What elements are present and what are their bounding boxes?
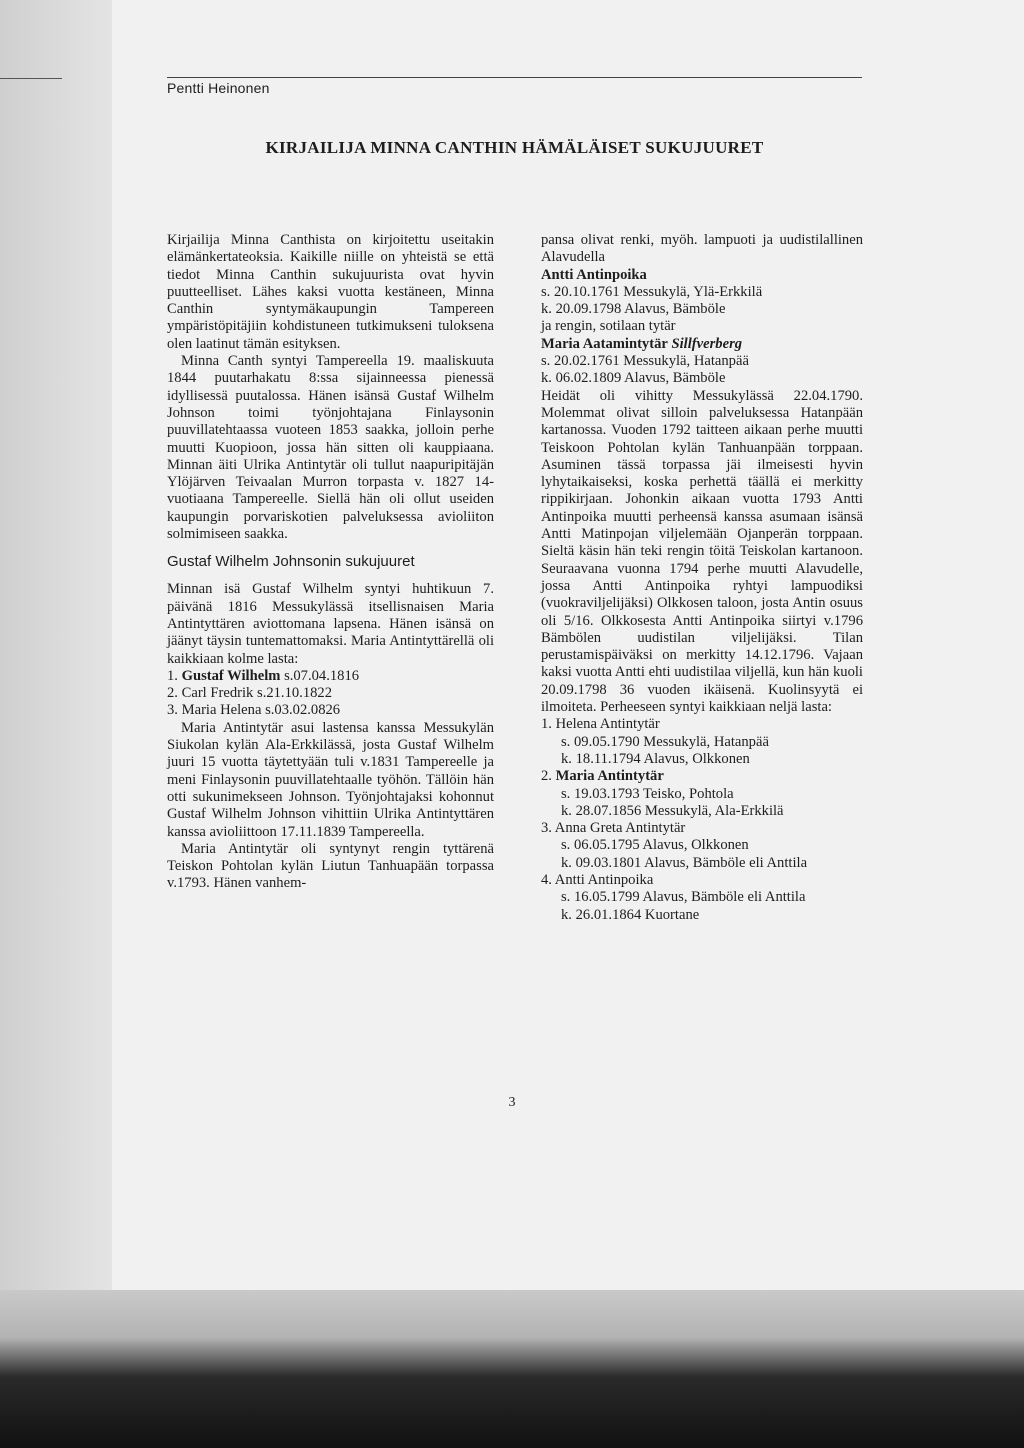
child-birth-date: s.21.10.1822 xyxy=(257,685,333,702)
person-died: k. 20.09.1798 Alavus, Bämböle xyxy=(541,301,726,318)
list-number: 3. xyxy=(167,702,178,719)
list-item xyxy=(541,820,863,837)
article-title: KIRJAILIJA MINNA CANTHIN HÄMÄLÄISET SUKUJUURET xyxy=(265,138,764,157)
child-died: k. 28.07.1856 Messukylä, Ala-Erkkilä xyxy=(561,802,784,819)
list-number: 1. xyxy=(167,667,178,684)
person-name: Maria Aatamintytär xyxy=(541,335,668,352)
person-alias: Sillfverberg xyxy=(671,335,743,352)
child-name: Maria Helena xyxy=(181,702,262,719)
child-name: Maria Antintytär xyxy=(555,768,664,785)
child-name: Helena Antintytär xyxy=(555,716,660,733)
page-number: 3 xyxy=(508,1095,516,1110)
list-item xyxy=(167,668,494,685)
paragraph-intro: Kirjailija Minna Canthista on kirjoitettu useitakin elämänkertateoksia. Kaikille niille on yhteistä se että tiedot Minna Canthin sukujuurista ovat hyvin puutteelliset. Lähes kaksi vuotta kestäneen, Minna Canthin syntymäkaupungin Tampereen ympäristöpitäjiin kohdistuneen tutkimukseni tuloksena olen laatinut tämän esityksen. xyxy=(167,232,494,352)
left-column xyxy=(167,232,494,893)
list-number: 1. xyxy=(541,716,552,733)
scan-shadow-left xyxy=(0,0,112,1448)
paragraph-birth: Minna Canth syntyi Tampereella 19. maaliskuuta 1844 puutarhakatu 8:ssa sijainneessa pienessä idyllisessä puutalossa. Hänen isänsä Gustaf Wilhelm Johnson toimi työnjohtajana Finlaysonin puuvillatehtaassa vuoteen 1853 saakka, jolloin perhe muutti Kuopioon, jossa hän sitten oli kauppiaana. Minnan äiti Ulrika Antintytär oli tullut naapuripitäjän Ylöjärven Teivaalan Murron torpasta v. 1827 14-vuotiaana Tampereelle. Siellä hän oli ollut useiden kaupungin porvariskotien palveluksessa avioliiton solmimiseen saakka. xyxy=(167,353,494,543)
paragraph-siukola: Maria Antintytär asui lastensa kanssa Messukylän Siukolan kylän Ala-Erkkilässä, josta Gustaf Wilhelm juuri 15 vuotta täytettyään tuli v.1831 Tampereelle ja meni Finlaysonin puuvillatehtaalle työhön. Tällöin hän otti sukunimekseen Johnson. Työnjohtajaksi kohonnut Gustaf Wilhelm Johnson vihittiin Ulrika Antintyttären kanssa avioliittoon 17.11.1839 Tampereella. xyxy=(167,719,494,840)
child-name: Gustaf Wilhelm xyxy=(181,667,281,684)
list-item xyxy=(541,768,863,785)
child-birth-date: s.03.02.0826 xyxy=(265,702,341,719)
paragraph-continuation: pansa olivat renki, myöh. lampuoti ja uudistilallinen Alavudella xyxy=(541,232,863,266)
paragraph-story: Heidät oli vihitty Messukylässä 22.04.1790. Molemmat olivat silloin palveluksessa Hatanpään kartanossa. Vuoden 1792 taitteen aikaan perhe muutti Teiskoon Pohtolan kylän Tanhuanpään torppaan. Asuminen tässä torpassa jäi ilmeisesti hyvin lyhytaikaiseksi, koska perhettä täällä ei merkitty rippikirjaan. Johonkin aikaan vuotta 1793 Antti Antinpoika muutti perheensä kanssa asumaan isänsä Antti Matinpojan viljelemään Ojanperän torppaan. Sieltä käsin hän teki rengin töitä Teiskolan kartanoon. Seuraavana vuonna 1794 perhe muutti Alavudelle, jossa Antti Antinpoika ryhtyi lampuodiksi (vuokraviljelijäksi) Olkkosen taloon, josta Antin osuus oli 5/16. Olkkosesta Antti Antinpoika siirtyi v.1796 Bämbölen uudistilan viljelijäksi. Tilan perustamispäiväksi on merkitty 14.12.1796. Vajaan kaksi vuotta Antti ehti uudistilaa viljellä, kun hän kuoli 20.09.1798 36 vuoden ikäisenä. Kuolinsyytä ei ilmoiteta. Perheeseen syntyi kaikkiaan neljä lasta: xyxy=(541,387,863,716)
person-born: s. 20.10.1761 Messukylä, Ylä-Erkkilä xyxy=(541,283,763,300)
list-number: 4. xyxy=(541,871,552,888)
person-relation: ja rengin, sotilaan tytär xyxy=(541,318,676,335)
right-column xyxy=(541,232,863,924)
scan-bottom-edge xyxy=(0,1290,1024,1448)
running-header-author: Pentti Heinonen xyxy=(167,80,270,96)
child-birth-date: s.07.04.1816 xyxy=(284,667,360,684)
child-born: s. 06.05.1795 Alavus, Olkkonen xyxy=(561,837,749,854)
child-name: Antti Antinpoika xyxy=(554,871,654,888)
list-number: 2. xyxy=(167,685,178,702)
list-number: 3. xyxy=(541,820,552,837)
child-died: k. 26.01.1864 Kuortane xyxy=(561,906,700,923)
child-born: s. 16.05.1799 Alavus, Bämböle eli Anttila xyxy=(561,889,806,906)
list-number: 2. xyxy=(541,768,552,785)
list-item xyxy=(167,685,494,702)
child-born: s. 09.05.1790 Messukylä, Hatanpää xyxy=(561,733,769,750)
person-born: s. 20.02.1761 Messukylä, Hatanpää xyxy=(541,353,749,370)
child-died: k. 18.11.1794 Alavus, Olkkonen xyxy=(561,750,750,767)
list-item xyxy=(541,716,863,733)
person-name-antti: Antti Antinpoika xyxy=(541,266,647,283)
header-rule xyxy=(167,77,862,78)
child-born: s. 19.03.1793 Teisko, Pohtola xyxy=(561,785,734,802)
list-item xyxy=(541,872,863,889)
paragraph-maria-born: Maria Antintytär oli syntynyt rengin tyttärenä Teiskon Pohtolan kylän Liutun Tanhuapään torpassa v.1793. Hänen vanhem- xyxy=(167,840,494,892)
list-item xyxy=(167,702,494,719)
person-name-maria xyxy=(541,336,863,353)
section-heading: Gustaf Wilhelm Johnsonin sukujuuret xyxy=(167,553,415,571)
person-died: k. 06.02.1809 Alavus, Bämböle xyxy=(541,370,726,387)
child-name: Carl Fredrik xyxy=(181,685,254,702)
scan-edge-rule xyxy=(0,78,62,79)
child-died: k. 09.03.1801 Alavus, Bämböle eli Anttila xyxy=(561,854,808,871)
child-name: Anna Greta Antintytär xyxy=(554,820,686,837)
paragraph-father: Minnan isä Gustaf Wilhelm syntyi huhtikuun 7. päivänä 1816 Messukylässä itsellisnaisen Maria Antintyttären aviottomana lapsena. Hänen isänsä on jäänyt täysin tuntemattomaksi. Maria Antintyttärellä oli kaikkiaan kolme lasta: xyxy=(167,581,494,667)
